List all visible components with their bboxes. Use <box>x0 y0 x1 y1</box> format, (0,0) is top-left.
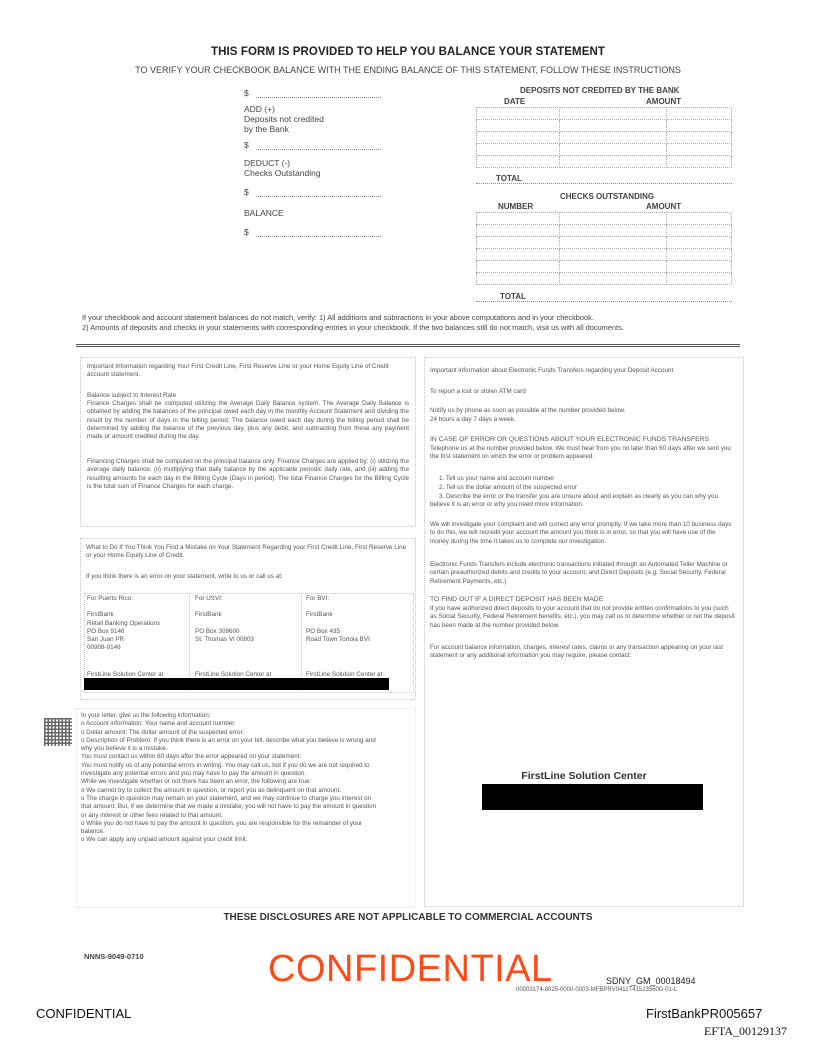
balance-label: BALANCE <box>244 208 284 218</box>
redaction-bar <box>84 678 389 690</box>
eft-lost-card: To report a lost or stolen ATM card <box>430 388 526 395</box>
checks-total: TOTAL <box>500 292 526 301</box>
address-divider <box>189 593 190 691</box>
solution-center-bvi: FirstLine Solution Center at <box>306 671 383 678</box>
verify-note-2: 2) Amounts of deposits and checks in your statements with corresponding entries in your checkbook. If the two balances still do not match, visit us with all documents. <box>82 323 624 332</box>
amount-line <box>256 149 381 150</box>
credit-info-heading: Important Information regarding Your First Credit Line, First Reserve Line or your Home Equity Line of Credit account statement. <box>87 363 389 379</box>
add-desc-1: Deposits not credited <box>244 114 324 124</box>
solution-center-pr: FirstLine Solution Center at <box>87 671 164 678</box>
verify-note-1: If your checkbook and account statement balances do not match, verify: 1) All additions and subtractions in your above computations and in your checkbook. <box>82 313 594 322</box>
checks-table-title: CHECKS OUTSTANDING <box>560 192 655 201</box>
eft-box <box>424 357 744 907</box>
credit-info-para-1: Finance Charges shall be computed utilizing the Average Daily Balance system. The Average Daily Balance is obtained by adding the balances of the principal owed each day in the monthly Account Statement and dividing the result by the number of days in the billing period. The balance owed each day during the billing period shall be determined by adding the balance of the previous day, plus any debit, and subtracting from these any payment made or amount credited during the day. <box>87 400 409 441</box>
address-divider <box>301 593 302 691</box>
form-code: NNNS-9049-0710 <box>84 952 144 961</box>
eft-heading: Important information about Electronic Funds Transfers regarding your Deposit Account <box>430 367 674 374</box>
efta-number: EFTA_00129137 <box>704 1024 788 1038</box>
bates-number: FirstBankPR005657 <box>646 1006 763 1021</box>
qr-code <box>44 718 72 746</box>
deduct-desc: Checks Outstanding <box>244 168 321 178</box>
eft-balance-info: For account balance information, charges, interest rates, claims or any transaction appearing on your last statement or any additional information you may require, please contact: <box>430 644 723 660</box>
deposits-total: TOTAL <box>496 174 522 183</box>
confidential-stamp: CONFIDENTIAL <box>268 948 553 990</box>
deposits-table-title: DEPOSITS NOT CREDITED BY THE BANK <box>520 86 680 95</box>
redaction-bar <box>482 784 703 810</box>
dollar-sign: $ <box>244 187 249 197</box>
mistake-heading: What to Do If You Think You Find a Mistake on Your Statement Regarding your First Credit Line, First Reserve Line or your Home Equity Line of Credit. <box>86 544 407 560</box>
checks-col-number: NUMBER <box>498 202 534 211</box>
eft-notify-2: 24 hours a day 7 days a week. <box>430 416 516 423</box>
page-title: THIS FORM IS PROVIDED TO HELP YOU BALANCE YOUR STATEMENT <box>210 46 606 58</box>
solution-center-usvi: FirstLine Solution Center at <box>195 671 272 678</box>
eft-direct-heading: TO FIND OUT IF A DIRECT DEPOSIT HAS BEEN MADE <box>430 596 604 603</box>
dollar-sign: $ <box>244 227 249 237</box>
dollar-sign: $ <box>244 88 249 98</box>
deduct-label: DEDUCT (-) <box>244 158 291 168</box>
add-label: ADD (+) <box>244 104 275 114</box>
letter-instructions: In your letter, give us the following information: o Account information: Your name and account number. o Dollar amount: The dollar amount of the suspected error. o Description of Problem: If you think there is an error on your bill, describe what you believe is wrong and why you believe it is a mistake. You must contact us within 60 days after the error appeared on your statement. You must notify us of any potential errors in writing. You may call us, but if you do we are not required to investigate any potential errors and you may have to pay the amount in question. While we investigate whether or not there has been an error, the following are true: o We cannot try to collect the amount in question, or report you as delinquent on that amount. o The charge in question may remain on your statement, and we may continue to charge you interest on that amount. But, if we determine that we made a mistake, you will not have to pay the amount in question or any interest or other fees related to that amount. o While you do not have to pay the amount in question, you are responsible for the remainder of your balance. o We can apply any unpaid amount against your credit limit. <box>81 712 377 844</box>
deposits-grid <box>476 107 732 168</box>
mistake-intro: If you think there is an error on your statement, write to us or call us at: <box>86 573 283 580</box>
eft-step-3: 3. Describe the error or the transfer you are unsure about and explain as clearly as you can why you believe it is an error or why you need more information. <box>430 493 718 509</box>
credit-info-sub: Balance subject to Interest Rate <box>87 392 177 399</box>
add-desc-2: by the Bank <box>244 124 289 134</box>
eft-investigate: We will investigate your complaint and will correct any error promptly. If we take more than 10 business days to do this, we will recredit your account the amount you think is in error, so that you will have use of the money during the time it takes us to complete our investigation. <box>430 521 732 545</box>
eft-direct-text: If you have authorized direct deposits to your account that do not provide written confirmations to you (such as Social Security, Federal Retirement benefits, etc.), you may call us to determine whether or not the deposit has been made at the number provided below. <box>430 605 735 629</box>
sdny-number: SDNY_GM_00018494 <box>606 976 696 986</box>
address-usvi: For USVI: FirstBank PO Box 309600 St. Thomas VI 00803 <box>195 595 255 643</box>
checks-grid <box>476 212 732 285</box>
letter-box <box>76 708 416 908</box>
eft-notify-1: Notify us by phone as soon as possible at the number provided below. <box>430 407 626 414</box>
page-subtitle: TO VERIFY YOUR CHECKBOOK BALANCE WITH THE ENDING BALANCE OF THIS STATEMENT, FOLLOW THESE INSTRUCTIONS <box>135 65 681 75</box>
eft-errors-heading: IN CASE OF ERROR OR QUESTIONS ABOUT YOUR ELECTRONIC FUNDS TRANSFERS <box>430 436 710 443</box>
confidential-label: CONFIDENTIAL <box>36 1006 132 1021</box>
deposits-total-line <box>476 183 732 184</box>
eft-definition: Electronic Funds Transfers include electronic transactions initiated through an Automated Teller Machine or certain preauthorized debits and credits to your account, and Direct Deposits (e.g. Social Security, Federal Retirement Payments, etc.) <box>430 561 728 585</box>
dollar-sign: $ <box>244 140 249 150</box>
solution-center-title: FirstLine Solution Center <box>521 770 647 782</box>
eft-errors-text: Telephone us at the number provided below. We must hear from you no later than 60 days after we sent you the first statement on which the error or problem appeared. <box>430 445 731 461</box>
checks-total-line <box>476 301 732 302</box>
amount-line <box>256 97 381 98</box>
amount-line <box>256 196 381 197</box>
amount-line <box>256 236 381 237</box>
address-bvi: For BVI: FirstBank PO Box 435 Road Town Tortola BVI <box>306 595 370 643</box>
address-pr: For Puerto Rico: FirstBank Retail Banking Operations PO Box 9146 San Juan PR 00908-9146 <box>87 595 161 652</box>
deposits-col-date: DATE <box>504 97 526 106</box>
mistake-box <box>80 538 416 700</box>
credit-info-box <box>80 357 416 527</box>
checks-col-amount: AMOUNT <box>646 202 682 211</box>
barcode-text: 00003174-8025-0000-0003-MFBPRV0411T41523560D-01-L <box>516 987 678 993</box>
eft-step-2: 2. Tell us the dollar amount of the suspected error <box>439 484 578 491</box>
section-divider <box>76 344 740 347</box>
deposits-col-amount: AMOUNT <box>646 97 682 106</box>
disclaimer: THESE DISCLOSURES ARE NOT APPLICABLE TO COMMERCIAL ACCOUNTS <box>223 912 593 923</box>
eft-step-1: 1. Tell us your name and account number <box>439 475 555 482</box>
credit-info-para-2: Financing Charges shall be computed on the principal balance only. Finance Charges are applied by: (i) utilizing the average daily balance, (ii) multiplying that daily balance by the applicable periodic daily rate, and (iii) adding the resulting amounts for each day in the Billing Cycle (Days in period). The total Finance Charges for the Billing Cycle is the total sum of Finance Charges for each charge. <box>87 458 409 490</box>
